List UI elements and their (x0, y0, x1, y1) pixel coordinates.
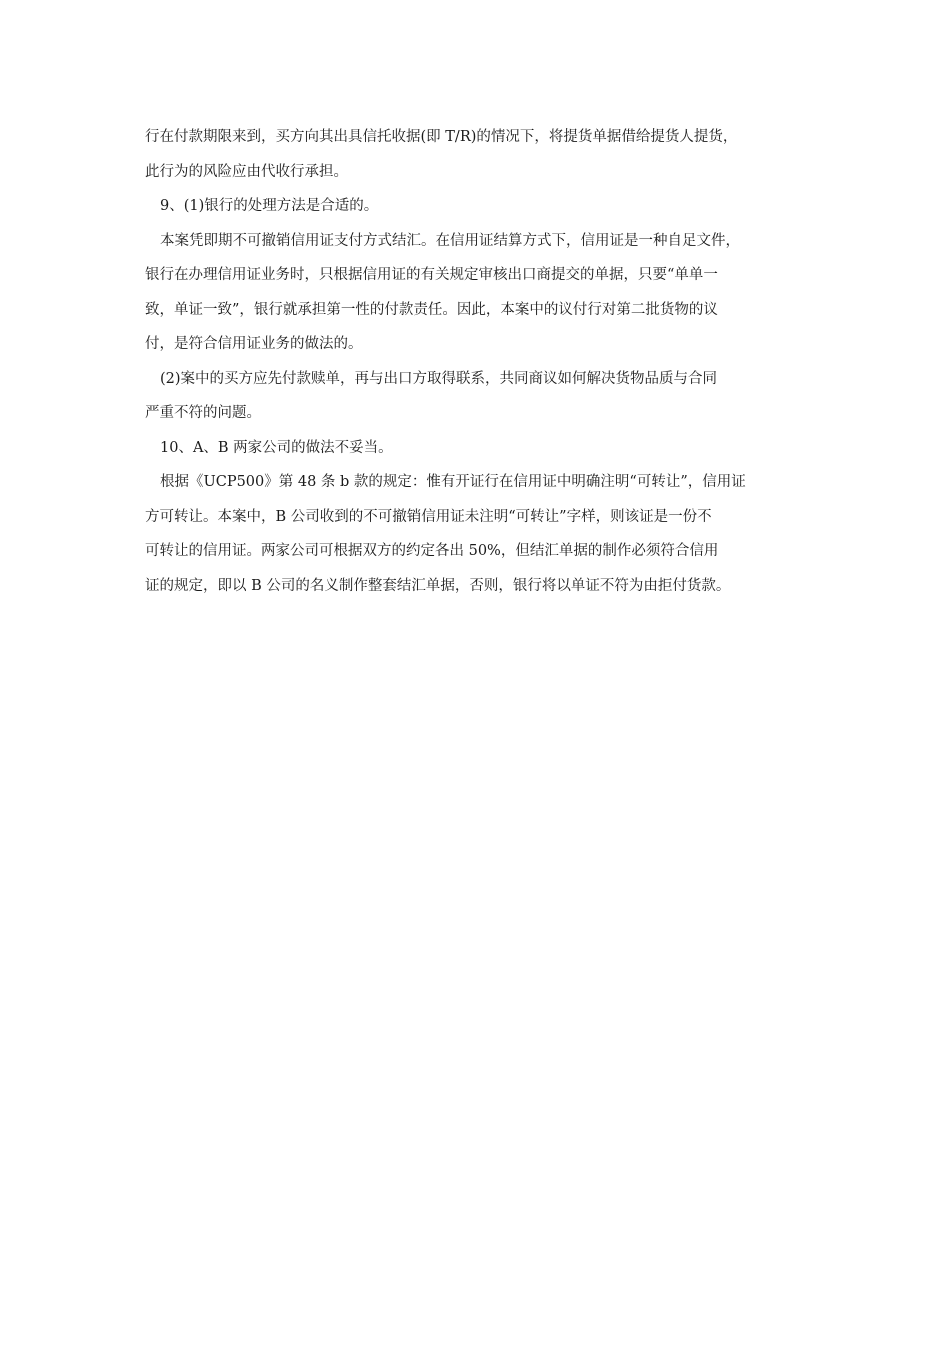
text-line: 证的规定，即以 B 公司的名义制作整套结汇单据，否则，银行将以单证不符为由拒付货款。 (145, 577, 731, 594)
text-line: 致，单证一致”，银行就承担第一性的付款责任。因此，本案中的议付行对第二批货物的议 (145, 301, 718, 318)
text-line: 行在付款期限来到，买方向其出具信托收据(即 T/R)的情况下，将提货单据借给提货人提货， (145, 129, 738, 145)
text-line: (2)案中的买方应先付款赎单，再与出口方取得联系，共同商议如何解决货物品质与合同 (160, 370, 718, 387)
document-body (145, 120, 811, 603)
text-line: 严重不符的问题。 (145, 405, 261, 421)
text-line: 付，是符合信用证业务的做法的。 (145, 336, 363, 352)
answer-9-heading: 9、(1)银行的处理方法是合适的。 (160, 198, 379, 214)
text-line: 本案凭即期不可撤销信用证支付方式结汇。在信用证结算方式下，信用证是一种自足文件， (160, 232, 740, 249)
text-line: 根据《UCP500》第 48 条 b 款的规定：惟有开证行在信用证中明确注明“可转让”，信用证 (160, 474, 746, 490)
text-line: 可转让的信用证。两家公司可根据双方的约定各出 50%，但结汇单据的制作必须符合信用 (145, 543, 719, 559)
text-line: 方可转让。本案中，B 公司收到的不可撤销信用证未注明“可转让”字样，则该证是一份不 (145, 508, 712, 525)
text-line: 银行在办理信用证业务时，只根据信用证的有关规定审核出口商提交的单据，只要“单单一 (145, 267, 718, 283)
text-line: 此行为的风险应由代收行承担。 (145, 163, 348, 180)
answer-10-heading: 10、A、B 两家公司的做法不妥当。 (160, 439, 393, 456)
